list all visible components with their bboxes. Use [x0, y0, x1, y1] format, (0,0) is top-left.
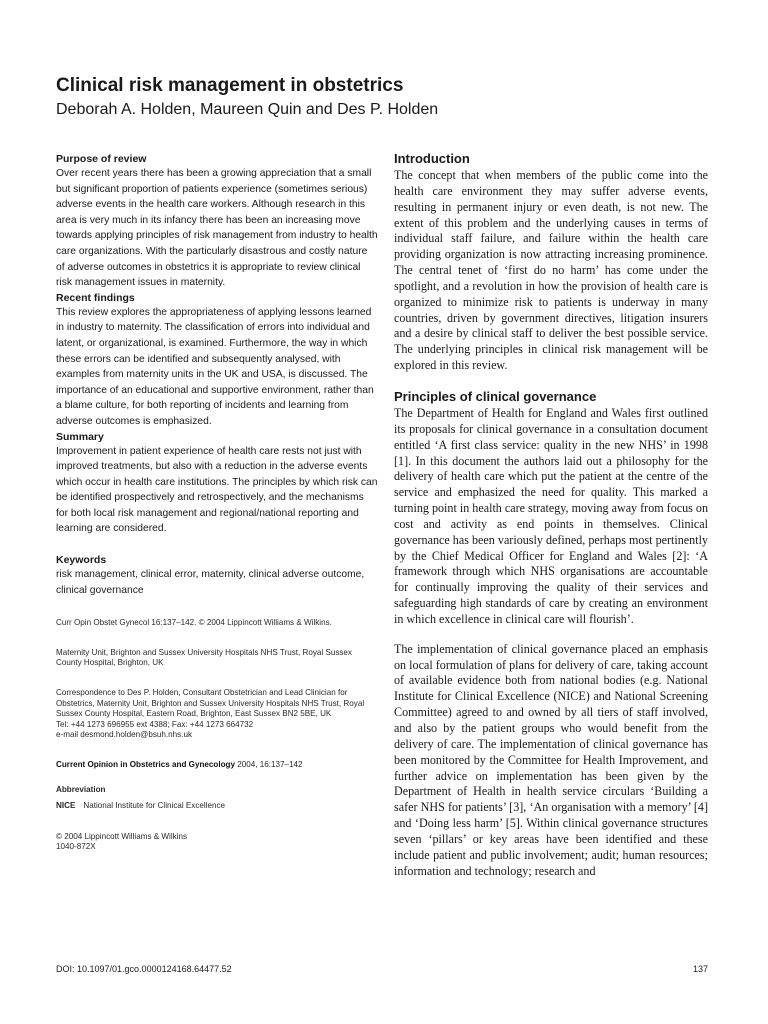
abbreviation-row	[56, 801, 378, 812]
correspondence-phone: Tel: +44 1273 696955 ext 4388; Fax: +44 1273 664732	[56, 719, 254, 729]
summary-heading: Summary	[56, 430, 104, 443]
issn: 1040-872X	[56, 842, 96, 852]
governance-paragraph-1: The Department of Health for England and Wales first outlined its proposals for clinical governance in a consultation document entitled ‘A first class service: quality in the new NHS’ in 1998 [1]. In this document the authors laid out a philosophy for the delivery of health care which put the patient at the centre of the service and emphasized the need for quality. This marked a turning point in health care strategy, moving away from focus on cost and activity as end points in themselves. Clinical governance has been variously defined, perhaps most pertinently by the Chief Medical Officer for England and Wales [2]: ‘A framework through which NHS organisations are accountable for continually improving the quality of their services and safeguarding high standards of care by creating an environment in which excellence in clinical care will flourish’.	[394, 405, 708, 626]
author-list: Deborah A. Holden, Maureen Quin and Des P. Holden	[56, 101, 439, 118]
keywords-text: risk management, clinical error, maternity, clinical adverse outcome, clinical governance	[56, 569, 365, 596]
copyright-notice: © 2004 Lippincott Williams & Wilkins	[56, 831, 188, 841]
citation-line: Curr Opin Obstet Gynecol 16:137–142. © 2004 Lippincott Williams & Wilkins.	[56, 618, 332, 628]
affiliation: Maternity Unit, Brighton and Sussex University Hospitals NHS Trust, Royal Sussex County Hospital, Brighton, UK	[56, 647, 352, 668]
copyright-block	[56, 832, 378, 853]
findings-text: This review explores the appropriateness of applying lessons learned in industry to maternity. The classification of errors into individual and latent, or organizational, is examined. Furthermore, the way in which these errors can be identified and subsequently analysed, with examples from maternity units in the UK and USA, is discussed. The importance of an educational and supportive environment, rather than a blame culture, for both reporting of incidents and learning from adverse outcomes is emphasized.	[56, 306, 374, 427]
purpose-heading: Purpose of review	[56, 153, 147, 165]
introduction-text: The concept that when members of the public come into the health care environment they may suffer adverse events, resulting in permanent injury or even death, is not new. The extent of this problem and the underlying causes in terms of individual staff failure, and failure within the health care providing organization is now attracting increasing prominence. The central tenet of ‘first do no harm’ has come under the spotlight, and a revolution in how the provision of health care is organized to minimize risk to patients is underway in many countries, driven by government directives, litigation insurers and a desire by clinical staff to deliver the best possible service. The underlying principles in clinical risk management will be explored in this review.	[394, 168, 708, 373]
keywords-heading: Keywords	[56, 554, 107, 567]
abbreviation-definition: National Institute for Clinical Excellence	[83, 801, 226, 811]
journal-reference	[56, 760, 378, 771]
page-number: 137	[692, 964, 708, 974]
correspondence-address: Correspondence to Des P. Holden, Consultant Obstetrician and Lead Clinician for Obstetrics, Maternity Unit, Brighton and Sussex University Hospitals NHS Trust, Royal Sussex County Hospital, Eastern Road, Brighton, East Sussex BN2 5BE, UK	[56, 688, 365, 719]
abstract-column	[56, 152, 378, 853]
correspondence-block	[56, 688, 378, 741]
findings-heading: Recent findings	[56, 291, 135, 304]
correspondence-email: e-mail desmond.holden@bsuh.nhs.uk	[56, 730, 192, 740]
body-column	[394, 150, 708, 879]
doi-line: DOI: 10.1097/01.gco.0000124168.64477.52	[56, 964, 232, 974]
journal-volume: 2004, 16:137–142	[234, 760, 303, 769]
abbreviation-term: NICE	[56, 801, 76, 811]
governance-paragraph-2: The implementation of clinical governance placed an emphasis on local formulation of plans for delivery of care, taking account of available evidence both from national bodies (e.g. National Institute for Clinical Excellence (NICE) and National Screening Committee) agreed to and owned by all tiers of staff involved, and also by the patient groups who would benefit from the delivery of care. The implementation of clinical governance has been monitored by the Committee for Health Improvement, and further advice on implementation has been given by the Department of Health in health service circulars ‘Building a safer NHS for patients’ [3], ‘An organisation with a memory’ [4] and ‘Doing less harm’ [5]. Within clinical governance structures seven ‘pillars’ or key areas have been identified and these include patient and public involvement; audit; human resources; information and technology; research and	[394, 641, 708, 878]
summary-text: Improvement in patient experience of health care rests not just with improved treatments, but also with a reduction in the adverse events which occur in health care institutions. The principles by which risk can be identified prospectively and retrospectively, and the mechanisms for both local risk management and regional/national reporting and learning are considered.	[56, 445, 378, 535]
article-title: Clinical risk management in obstetrics	[56, 75, 404, 96]
journal-name: Current Opinion in Obstetrics and Gynecology	[56, 760, 235, 769]
governance-heading: Principles of clinical governance	[394, 388, 597, 404]
abbreviation-heading: Abbreviation	[56, 784, 106, 794]
purpose-text: Over recent years there has been a growing appreciation that a small but significant proportion of patients experience (sometimes serious) adverse events in the health care workers. Although research in this area is very much in its infancy there has been an increasing move towards applying principles of risk management from industry to health care organizations. With the particularly disastrous and costly nature of adverse outcomes in obstetrics it is appropriate to review clinical risk management issues in maternity.	[56, 168, 378, 289]
introduction-heading: Introduction	[394, 151, 470, 166]
